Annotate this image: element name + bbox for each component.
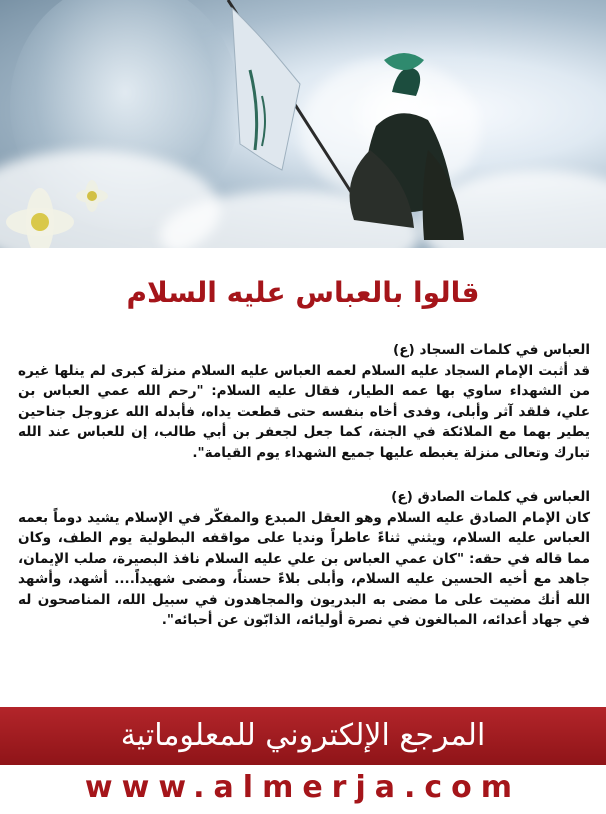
header-image — [0, 0, 606, 248]
section-heading: العباس في كلمات السجاد (ع) — [393, 342, 590, 358]
page-title: قالوا بالعباس عليه السلام — [126, 276, 480, 309]
footer-banner: المرجع الإلكتروني للمعلوماتية — [0, 707, 606, 765]
section-heading: العباس في كلمات الصادق (ع) — [391, 489, 590, 505]
flag-bearer-illustration — [0, 0, 606, 248]
flower-icon — [6, 180, 108, 248]
section-text: كان الإمام الصادق عليه السلام وهو العقل المبدع والمفكّر في الإسلام يشيد دوماً بعمه العباس عليه السلام، ويثني ثناءً عاطراً ونديا على مواقفه البطولية يوم الطف، وكان مما قاله في حقه: "كان عمي العباس بن علي عليه السلام نافذ البصيرة، صلب الإيمان، جاهد مع أخيه الحسين عليه السلام، وأبلى بلاءً حسناً، ومضى شهيداً.... أشهد، وأشهد الله أنك مضيت على ما مضى به البدريون والمجاهدون في سبيل الله، المناصحون له في جهاد أعدائه، المبالغون في نصرة أوليائه، الذابّون عن أحبائه". — [18, 509, 590, 628]
section-sadiq — [18, 487, 590, 631]
section-sajjad — [18, 340, 590, 463]
footer-url[interactable]: www.almerja.com — [84, 770, 522, 805]
article-body — [18, 340, 590, 655]
section-text: قد أثبت الإمام السجاد عليه السلام لعمه العباس عليه السلام منزلة كبرى لم ينلها غيره من الشهداء ساوي بها عمه الطيار، فقال عليه السلام: "رحم الله عمي العباس بن علي، فلقد آثر وأبلى، وفدى أخاه بنفسه حتى قطعت يداه، فأبدله الله عزوجل جناحين يطير بهما مع الملائكة في الجنة، كما جعل لجعفر بن أبي طالب، إن للعباس عند الله تبارك وتعالى منزلة يغبطه عليها جميع الشهداء يوم القيامة". — [18, 362, 590, 461]
